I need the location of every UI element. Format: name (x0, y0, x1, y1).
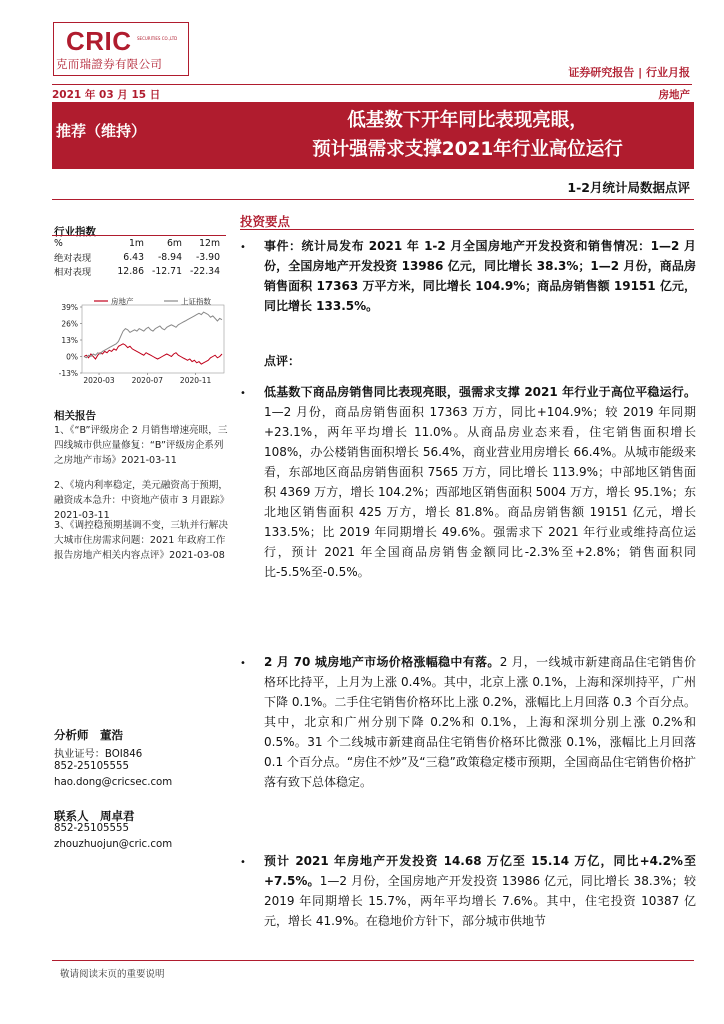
divider (52, 960, 694, 961)
index-table (54, 237, 220, 278)
paragraph-lead: 2 月 70 城房地产市场价格涨幅稳中有落。 (264, 655, 500, 669)
report-date: 2021 年 03 月 15 日 (52, 89, 161, 101)
event-paragraph: 事件：统计局发布 2021 年 1-2 月全国房地产开发投资和销售情况：1—2 月份，全国房地产开发投资 13986 亿元，同比增长 38.3%；1—2 月份，商品房销售面积 17363 万平方米，同比增长 104.9%；商品房销售额 19151 亿元，同比增长 133.5%。 (264, 239, 696, 313)
logo-small-text: SECURITIES CO.,LTD (137, 36, 178, 41)
contact-name: 联系人 周卓君 (54, 809, 135, 823)
table-cell: -12.71 (152, 265, 182, 277)
paragraph-lead: 低基数下商品房销售同比表现亮眼，强需求支撑 2021 年行业于高位平稳运行。 (264, 385, 696, 399)
table-cell: % (54, 238, 63, 249)
divider (52, 199, 694, 200)
legend-label: 上证指数 (181, 297, 211, 306)
table-cell: 6.43 (123, 251, 144, 263)
logo-text: CRIC (66, 26, 132, 56)
bullet-icon: • (240, 388, 246, 399)
x-tick-label: 2020-03 (83, 376, 115, 385)
table-cell: -8.94 (157, 251, 182, 263)
contact-phone: 852-25105555 (54, 823, 129, 834)
divider (52, 235, 226, 236)
related-report-item: 1、《“B”评级房企 2 月销售增速亮眼，三四线城市供应量修复：“B”评级房企系列之房地产市场》2021-03-11 (54, 425, 228, 466)
report-type: 证券研究报告 | 行业月报 (568, 66, 690, 79)
y-tick-label: -13% (58, 369, 78, 378)
analyst-name: 分析师 董浩 (54, 728, 123, 742)
paragraph-body: 1—2 月份，全国房地产开发投资 13986 亿元，同比增长 38.3%；较 2019 年同期增长 15.7%，两年平均增长 7.6%。其中，住宅投资 10387 亿元，增长 41.9%。在稳地价方针下，部分城市供地节 (264, 874, 697, 928)
paragraph-investment (264, 851, 696, 931)
analyst-email: hao.dong@cricsec.com (54, 777, 173, 788)
index-title: 行业指数 (54, 226, 96, 238)
paragraph-sales (264, 382, 696, 582)
index-chart (52, 293, 228, 393)
analyst-cert: 执业证号：BOI846 (54, 749, 143, 760)
y-tick-label: 39% (61, 303, 78, 312)
table-cell: 12.86 (117, 265, 144, 277)
divider (52, 84, 692, 85)
analyst-phone: 852-25105555 (54, 761, 129, 772)
bullet-icon: • (240, 857, 246, 868)
footer-note: 敬请阅读末页的重要说明 (60, 969, 165, 980)
sector-label: 房地产 (658, 89, 690, 101)
y-tick-label: 13% (61, 336, 78, 345)
table-cell: -22.34 (190, 265, 220, 277)
title-line-1: 低基数下开年同比表现亮眼， (347, 110, 588, 131)
y-tick-label: 26% (61, 319, 78, 329)
x-tick-label: 2020-11 (179, 376, 212, 385)
table-header-row (54, 237, 220, 250)
rating: 推荐（维持） (56, 122, 147, 140)
bullet-icon: • (240, 242, 246, 253)
paragraph-body: 1—2 月份，商品房销售面积 17363 万方，同比+104.9%；较 2019 年同期+23.1%，两年平均增长 11.0%。从商品房业态来看，住宅销售面积增长 108%，办公楼销售面积增长 56.4%，商业营业用房增长 66.4%。从城市能级来看，东部地区商品房销售面积 7565 万方，同比增长 113.9%；中部地区销售面积 4369 万方，增长 104.2%；西部地区销售面积 5004 万方，增长 95.1%；东北地区销售面积 425 万方，增长 81.8%。商品房销售额 19151 亿元，增长 133.5%；比 2019 年同期增长 49.6%。强需求下 2021 年行业或维持高位运行，预计 2021 年全国商品房销售金额同比-2.3%至+2.8%；销售面积同比-5.5%至-0.5%。 (264, 405, 696, 579)
table-row (54, 250, 220, 264)
related-report-item: 3、《调控稳预期基调不变，三轨并行解决大城市住房需求问题：2021 年政府工作报告房地产相关内容点评》2021-03-08 (54, 520, 228, 561)
table-cell: 相对表现 (54, 267, 92, 278)
y-tick-label: 0% (66, 352, 78, 362)
related-report-item: 2、《境内利率稳定，美元融资高于预期，融资成本急升：中资地产债市 3 月跟踪》2021-03-11 (54, 480, 230, 521)
subtitle: 1-2月统计局数据点评 (567, 180, 690, 195)
divider (240, 229, 694, 230)
paragraph-body: 2 月，一线城市新建商品住宅销售价格环比持平，上月为上涨 0.4%。其中，北京上涨 0.1%，上海和深圳持平，广州下降 0.1%。二手住宅销售价格环比上涨 0.2%，涨幅比上月回落 0.3 个百分点。其中，北京和广州分别下降 0.2%和 0.1%，上海和深圳分别上涨 0.2%和 0.5%。31 个二线城市新建商品住宅销售价格环比微涨 0.1%，涨幅比上月回落 0.1 个百分点。“房住不炒”及“三稳”政策稳定楼市预期，全国商品住宅销售价格扩落有致下总体稳定。 (264, 655, 697, 789)
related-reports-title: 相关报告 (54, 410, 96, 422)
paragraph-prices (264, 652, 696, 792)
table-cell: 绝对表现 (54, 253, 92, 264)
series-line-real-estate (84, 344, 222, 364)
x-tick-label: 2020-07 (131, 376, 163, 385)
logo-chinese-name: 克而瑞證券有限公司 (56, 57, 163, 71)
key-points-title: 投资要点 (240, 214, 291, 229)
table-cell: -3.90 (195, 251, 220, 263)
title-line-2: 预计强需求支撑2021年行业高位运行 (312, 139, 623, 160)
legend-label: 房地产 (111, 297, 134, 306)
table-cell: 6m (167, 238, 182, 249)
paragraph-lead: 预计 2021 年房地产开发投资 14.68 万亿至 15.14 万亿，同比+4.2%至+7.5%。 (264, 854, 696, 888)
table-cell: 12m (199, 238, 220, 249)
contact-email: zhouzhuojun@cric.com (54, 839, 173, 850)
table-cell: 1m (129, 238, 144, 249)
bullet-icon: • (240, 658, 246, 669)
table-row (54, 264, 220, 278)
comment-label: 点评： (264, 354, 301, 368)
